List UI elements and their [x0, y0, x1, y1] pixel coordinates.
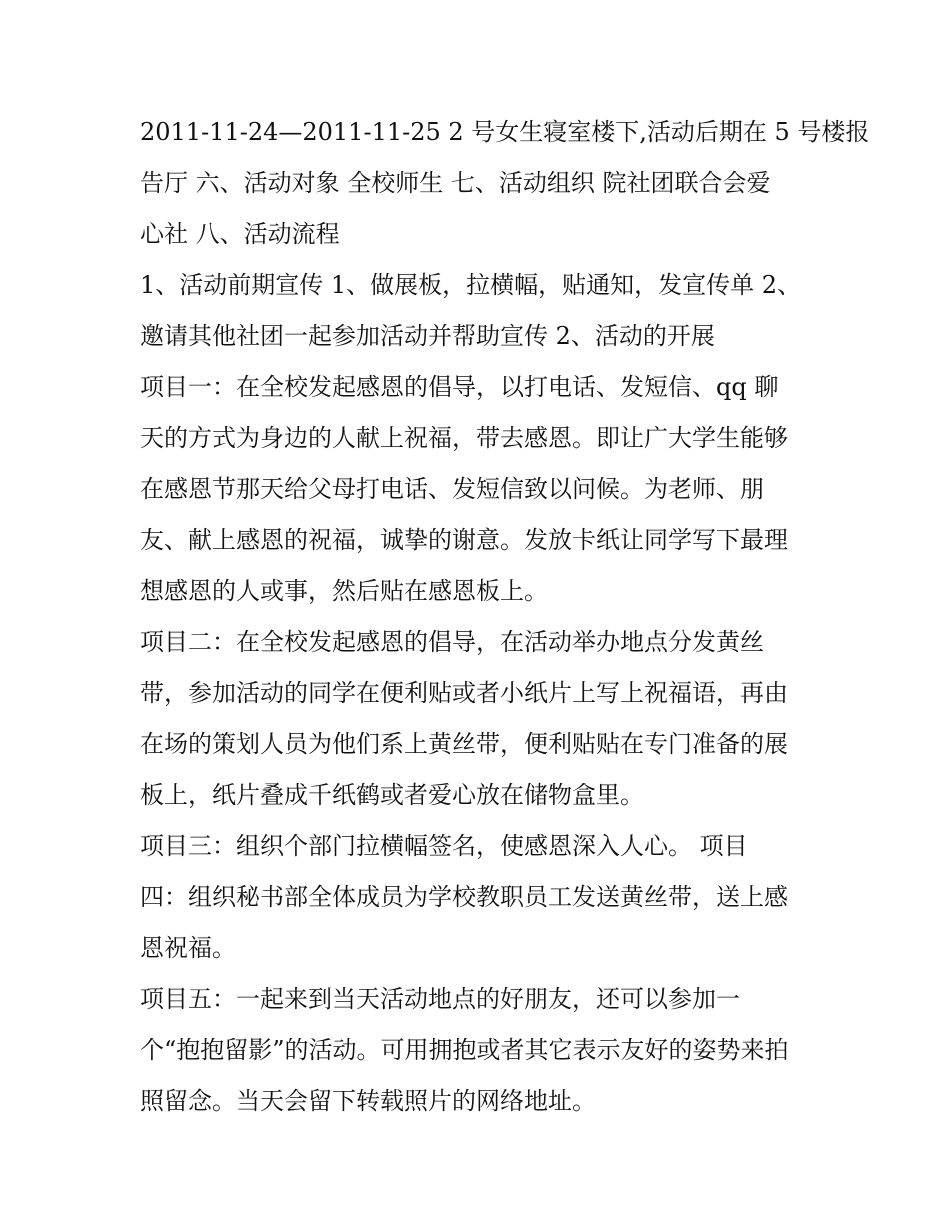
text-line: 项目一：在全校发起感恩的倡导，以打电话、发短信、qq 聊 [140, 373, 779, 401]
text-line: 友、献上感恩的祝福，诚挚的谢意。发放卡纸让同学写下最理 [140, 526, 788, 554]
text-line: 个“抱抱留影”的活动。可用拥抱或者其它表示友好的姿势来拍 [140, 1036, 789, 1064]
text-line: 在感恩节那天给父母打电话、发短信致以问候。为老师、朋 [140, 475, 764, 503]
text-line: 项目三：组织个部门拉横幅签名，使感恩深入人心。 项目 [140, 832, 748, 860]
text-line: 项目二：在全校发起感恩的倡导，在活动举办地点分发黄丝 [140, 628, 764, 656]
text-line: 在场的策划人员为他们系上黄丝带，便利贴贴在专门准备的展 [140, 730, 788, 758]
text-line: 想感恩的人或事，然后贴在感恩板上。 [140, 577, 548, 605]
text-line: 照留念。当天会留下转载照片的网络地址。 [140, 1087, 596, 1115]
text-line: 四：组织秘书部全体成员为学校教职员工发送黄丝带，送上感 [140, 883, 788, 911]
text-line: 带，参加活动的同学在便利贴或者小纸片上写上祝福语，再由 [140, 679, 788, 707]
text-line: 板上，纸片叠成千纸鹤或者爱心放在储物盒里。 [140, 781, 644, 809]
text-line: 天的方式为身边的人献上祝福，带去感恩。即让广大学生能够 [140, 424, 788, 452]
text-line: 心社 八、活动流程 [140, 220, 340, 248]
text-line: 1、活动前期宣传 1、做展板，拉横幅，贴通知，发宣传单 2、 [140, 271, 802, 299]
text-line: 告厅 六、活动对象 全校师生 七、活动组织 院社团联合会爱 [140, 169, 771, 197]
text-line: 邀请其他社团一起参加活动并帮助宣传 2、活动的开展 [140, 322, 715, 350]
text-line: 项目五：一起来到当天活动地点的好朋友，还可以参加一 [140, 985, 740, 1013]
text-line: 2011-11-24—2011-11-25 2 号女生寝室楼下,活动后期在 5 号楼报 [140, 118, 870, 146]
text-line: 恩祝福。 [140, 934, 236, 962]
document-body [140, 107, 870, 1127]
